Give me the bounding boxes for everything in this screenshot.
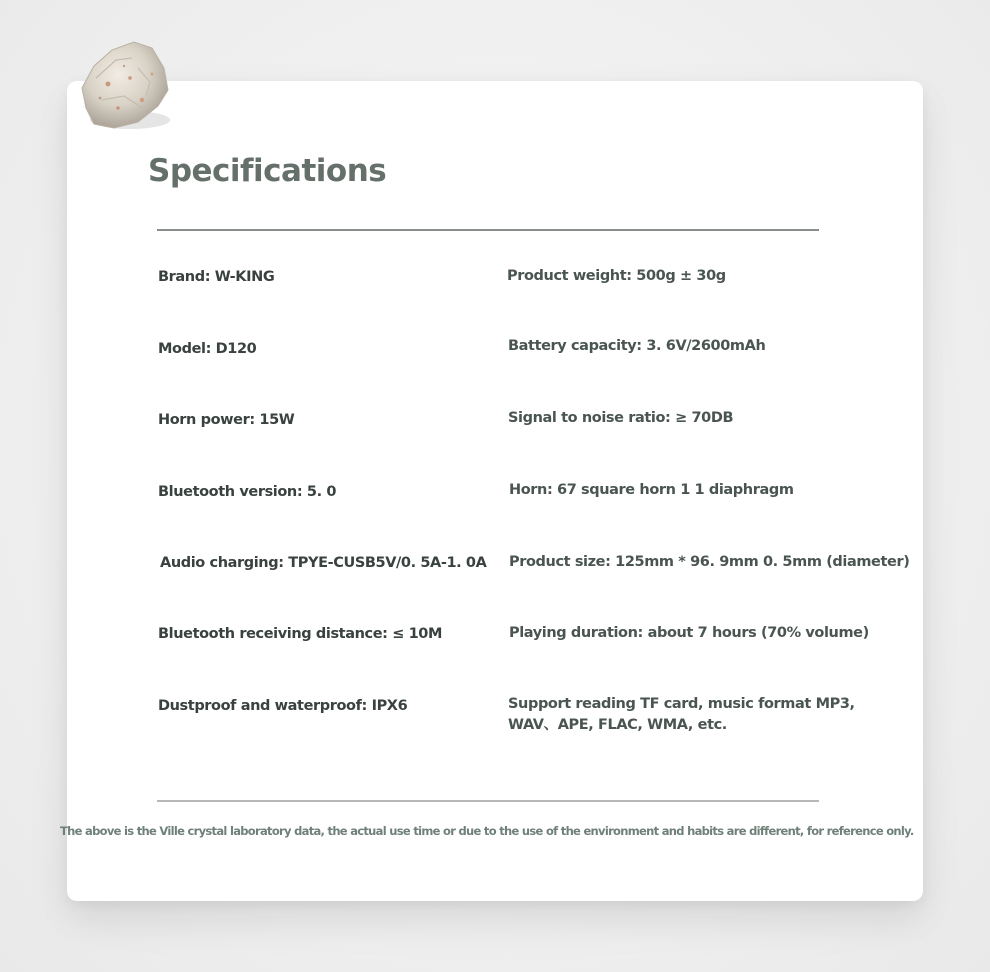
spec-horn: Horn: 67 square horn 1 1 diaphragm xyxy=(509,482,794,498)
top-divider xyxy=(157,229,819,231)
spec-audio-charging: Audio charging: TPYE-CUSB5V/0. 5A-1. 0A xyxy=(160,555,487,571)
bottom-divider xyxy=(157,800,819,802)
spec-tf-card-support: Support reading TF card, music format MP3, WAV、APE, FLAC, WMA, etc. xyxy=(508,696,855,733)
spec-dustproof: Dustproof and waterproof: IPX6 xyxy=(158,698,408,714)
spec-horn-power: Horn power: 15W xyxy=(158,412,295,428)
footnote-disclaimer: The above is the Ville crystal laboratory data, the actual use time or due to the use of the environment and habits are different, for reference only. xyxy=(60,824,914,838)
spec-bluetooth-distance: Bluetooth receiving distance: ≤ 10M xyxy=(158,626,442,642)
spec-battery-capacity: Battery capacity: 3. 6V/2600mAh xyxy=(508,338,766,354)
spec-bluetooth-version: Bluetooth version: 5. 0 xyxy=(158,484,337,500)
spec-playing-duration: Playing duration: about 7 hours (70% volume) xyxy=(509,625,869,641)
spec-brand: Brand: W-KING xyxy=(158,269,275,285)
spec-signal-noise: Signal to noise ratio: ≥ 70DB xyxy=(508,410,734,426)
page-title: Specifications xyxy=(148,153,387,189)
spec-model: Model: D120 xyxy=(158,341,257,357)
stone-decoration-icon xyxy=(72,38,176,136)
spec-product-weight: Product weight: 500g ± 30g xyxy=(507,268,726,284)
spec-product-size: Product size: 125mm * 96. 9mm 0. 5mm (diameter) xyxy=(509,554,910,570)
